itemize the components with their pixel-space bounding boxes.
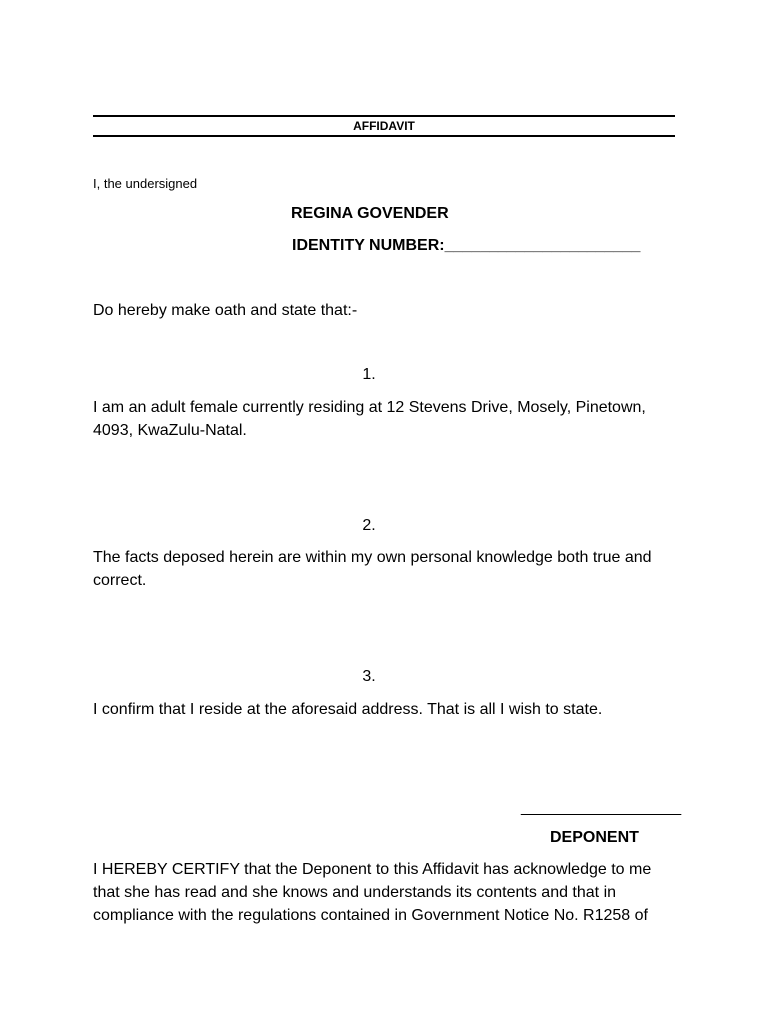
title-bottom-rule <box>93 135 675 137</box>
signature-line: __________________ <box>521 799 682 816</box>
paragraph-text: The facts deposed herein are within my own personal knowledge both true and correct. <box>93 549 652 589</box>
deponent-name: REGINA GOVENDER <box>291 205 449 222</box>
identity-number-label: IDENTITY NUMBER: <box>292 237 445 254</box>
identity-number-line <box>292 234 640 257</box>
oath-statement: Do hereby make oath and state that:- <box>93 302 358 319</box>
paragraph-number: 2. <box>362 517 376 534</box>
title-top-rule <box>93 115 675 117</box>
paragraph-text: I confirm that I reside at the aforesaid address. That is all I wish to state. <box>93 701 603 718</box>
paragraph-text: I am an adult female currently residing at 12 Stevens Drive, Mosely, Pinetown, 4093, KwaZulu-Natal. <box>93 399 646 439</box>
deponent-label: DEPONENT <box>550 829 639 846</box>
paragraph-number: 1. <box>362 366 376 383</box>
paragraph-number: 3. <box>362 668 376 685</box>
identity-number-blank: ______________________ <box>444 237 641 254</box>
intro-text: I, the undersigned <box>93 176 198 191</box>
certification-text: I HEREBY CERTIFY that the Deponent to this Affidavit has acknowledge to me that she has read and she knows and understands its contents and that in compliance with the regulations contained in Government Notice No. R1258 of <box>93 861 652 924</box>
document-title: AFFIDAVIT <box>353 119 415 133</box>
